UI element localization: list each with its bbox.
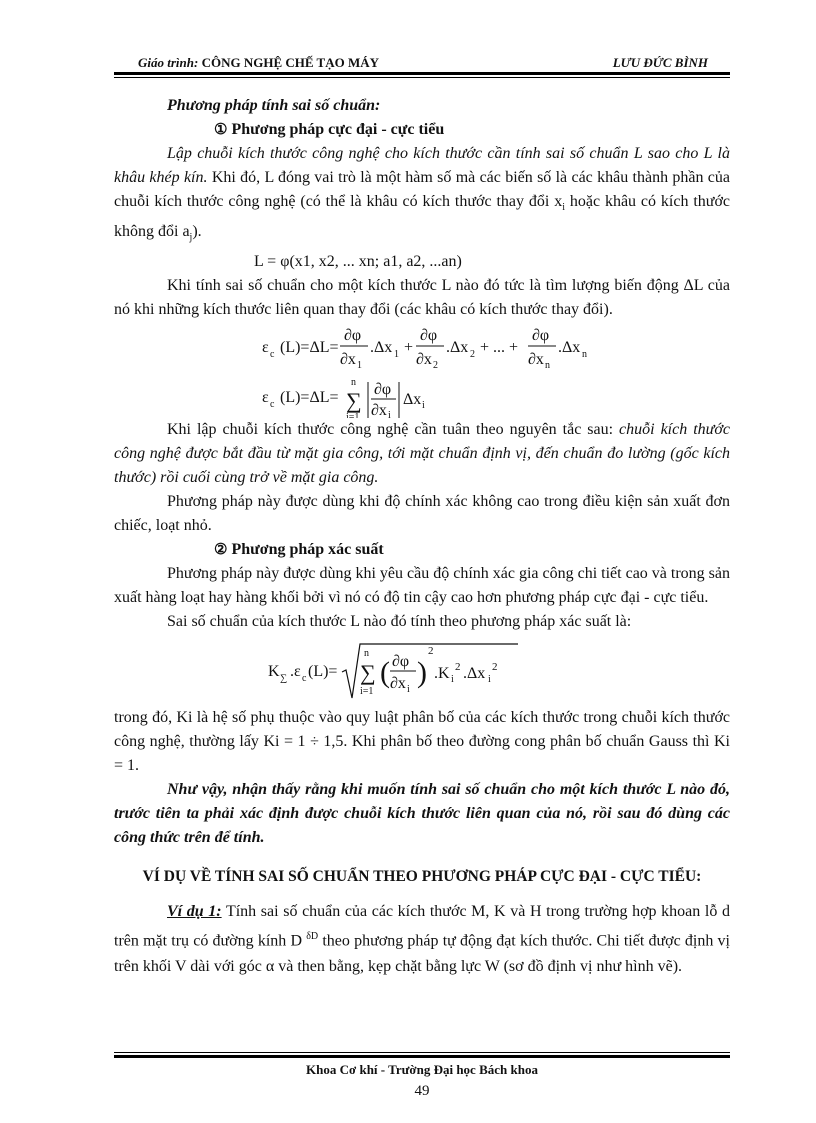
svg-text:2: 2 [455,661,461,674]
svg-text:c: c [270,349,275,361]
svg-text:ε: ε [262,339,269,357]
method1-label: Phương pháp cực đại - cực tiểu [231,121,445,138]
paragraph-1 [114,142,730,250]
paragraph-4: Phương pháp này được dùng khi độ chính xác không cao trong điều kiện sản xuất đơn chiếc, loạt nhỏ. [114,493,730,535]
function-equation-text: L = φ(x1, x2, ... xn; a1, a2, ...an) [254,253,462,271]
svg-text:∑: ∑ [360,660,376,686]
footer-rule-thick [114,1055,730,1058]
paragraph-8-emphasis: Như vậy, nhận thấy rằng khi muốn tính sai số chuẩn cho một kích thước L nào đó, trước tiên ta phải xác định được chuỗi kích thước liên quan của nó, rồi sau đó dùng các công thức trên để tính. [114,781,730,847]
svg-text:n: n [351,377,356,389]
svg-text:i: i [488,674,491,686]
svg-text:∂x: ∂x [371,402,387,419]
svg-text:∂x: ∂x [340,351,356,369]
svg-text:.K: .K [434,665,450,683]
method1-title [114,118,730,142]
example-1-text-a: Tính sai số chuẩn của các kích thước M, K và H trong trường hợp khoan lỗ d trên mặt trụ có đường kính D [114,903,730,950]
p1-sub-j: j [189,232,193,244]
svg-text:∂x: ∂x [390,675,406,693]
example-1-text-b: theo phương pháp tự động đạt kích thước. Chi tiết được định vị trên khối V dài với góc α và then bằng, kẹp chặt bằng lực W (sơ đồ định vị như hình vẽ). [114,932,730,975]
svg-text:(L)=ΔL=: (L)=ΔL= [280,339,339,357]
method2-label: Phương pháp xác suất [231,541,384,559]
p1-italic: Lập chuỗi kích thước công nghệ cho kích thước cần tính sai số chuẩn L sao cho L là khâu khép kín. [114,145,730,186]
svg-text:2: 2 [428,645,434,658]
svg-text:i: i [422,400,425,412]
example-section [114,864,730,978]
svg-text:.Δx: .Δx [558,339,581,357]
svg-text:∑: ∑ [346,388,362,414]
svg-text:.Δx: .Δx [370,339,393,357]
svg-text:2: 2 [492,661,498,674]
example-1 [114,899,730,978]
svg-text:.ε: .ε [290,663,301,681]
header-rule-thick [114,72,730,75]
page-number: 49 [414,1083,430,1099]
paragraph-6: Sai số chuẩn của kích thước L nào đó tính theo phương pháp xác suất là: [167,613,632,631]
method2-title [114,538,730,562]
svg-text:n: n [545,360,550,372]
svg-text:∂x: ∂x [528,351,544,369]
circled-two-icon: ② [214,542,228,559]
p1-mid: hoặc khâu có kích thước không đổi a [114,193,731,241]
svg-text:i: i [407,684,410,696]
svg-text:∂φ: ∂φ [392,653,410,671]
formula-probability [114,634,730,706]
p3-plain: Khi lập chuỗi kích thước công nghệ cần tuân theo nguyên tắc sau: [167,421,620,439]
example-heading: VÍ DỤ VỀ TÍNH SAI SỐ CHUẨN THEO PHƯƠNG PHÁP CỰC ĐẠI - CỰC TIỂU: [142,868,702,886]
svg-text:n: n [582,349,587,361]
header-label: Giáo trình: [138,55,199,70]
svg-text:1: 1 [357,360,362,372]
svg-text:+: + [404,339,414,357]
example-1-sup: δD [306,931,319,943]
header-title: CÔNG NGHỆ CHẾ TẠO MÁY [201,55,380,70]
p1-rest: Khi đó, L đóng vai trò là một hàm số mà các biến số là các khâu thành phần của chuỗi kích thước công nghệ (có thể là khâu có kích thước thay đổi x [114,169,731,210]
svg-text:K: K [268,663,280,681]
svg-text:(L)=ΔL=: (L)=ΔL= [280,389,339,407]
page-header [114,52,730,74]
formula-max-min-svg [114,322,730,418]
svg-text:(L)=: (L)= [308,663,338,681]
svg-text:+ ... +: + ... + [480,339,519,357]
svg-text:.Δx: .Δx [463,665,486,683]
svg-text:n: n [364,648,369,660]
section-heading: Phương pháp tính sai số chuẩn: [167,97,381,114]
footer-rule-thin [114,1052,730,1053]
paragraph-2: Khi tính sai số chuẩn cho một kích thước L nào đó tức là tìm lượng biến động ΔL của nó khi những kích thước liên quan thay đổi (các khâu có kích thước thay đổi). [114,277,730,319]
svg-text:2: 2 [470,349,475,361]
formula-probability-svg [114,634,730,706]
svg-text:∂φ: ∂φ [532,327,550,345]
svg-text:1: 1 [394,349,399,361]
svg-text:i: i [451,674,454,686]
header-author: LƯU ĐỨC BÌNH [612,55,708,70]
svg-text:.Δx: .Δx [446,339,469,357]
svg-text:c: c [270,399,275,411]
svg-text:∂φ: ∂φ [374,381,392,399]
svg-text:i=1: i=1 [346,412,360,419]
svg-text:ε: ε [262,389,269,407]
svg-text:c: c [302,673,307,685]
svg-text:2: 2 [433,360,438,372]
svg-text:∂φ: ∂φ [344,327,362,345]
svg-text:(: ( [380,656,390,690]
svg-text:∑: ∑ [280,673,288,685]
svg-text:∂x: ∂x [416,351,432,369]
p1-sub-i: i [562,202,565,214]
page-content [114,92,730,979]
svg-text:i=1: i=1 [360,686,374,698]
formula-max-min [114,322,730,418]
paragraph-7: trong đó, Ki là hệ số phụ thuộc vào quy luật phân bố của các kích thước trong chuỗi kích thước công nghệ, thường lấy Ki = 1 ÷ 1,5. Khi phân bố theo đường cong phân bố chuẩn Gauss thì Ki = 1. [114,709,730,775]
p3-italic: chuỗi kích thước công nghệ được bắt đầu từ mặt gia công, tới mặt chuẩn định vị, đến chuẩn đo lường (gốc kích thước) rồi cuối cùng trở về mặt gia công. [114,421,731,487]
footer-text: Khoa Cơ khí - Trường Đại học Bách khoa [306,1062,538,1077]
circled-one-icon: ① [214,122,228,138]
svg-text:i: i [388,410,391,419]
svg-text:Δx: Δx [403,391,422,409]
example-1-label: Ví dụ 1: [167,903,222,921]
paragraph-5: Phương pháp này được dùng khi yêu cầu độ chính xác gia công chi tiết cao và trong sản xuất hàng loạt hay hàng khối bởi vì nó có độ tin cậy cao hơn phương pháp cực đại - cực tiểu. [114,565,731,607]
header-rule-thin [114,77,730,78]
svg-text:∂φ: ∂φ [420,327,438,345]
paragraph-3 [114,418,730,490]
svg-text:): ) [417,656,427,690]
header-left [138,55,379,71]
function-equation [114,250,730,274]
p1-end: ). [192,223,202,241]
